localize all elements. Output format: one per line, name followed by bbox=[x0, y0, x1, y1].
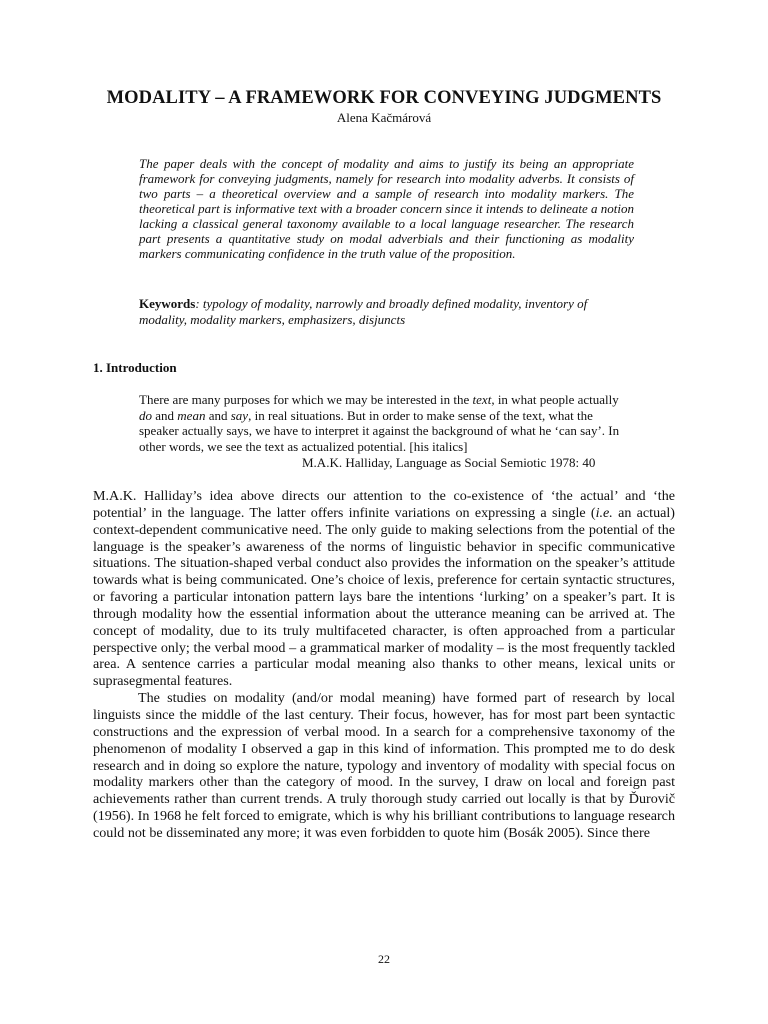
keywords bbox=[139, 296, 634, 327]
body-text bbox=[93, 488, 675, 842]
quote-text: and bbox=[205, 407, 231, 423]
quote-text: and bbox=[152, 407, 178, 423]
quote-text: There are many purposes for which we may be interested in the bbox=[139, 392, 473, 407]
quote-source: M.A.K. Halliday, Language as Social Semiotic 1978: 40 bbox=[302, 455, 596, 470]
quote-text: , in what people actually bbox=[491, 392, 619, 407]
quote-emphasis: say bbox=[230, 407, 249, 423]
keywords-label: Keywords bbox=[139, 296, 196, 311]
paragraph-emphasis: i.e. bbox=[595, 504, 613, 521]
block-quote bbox=[139, 392, 634, 454]
paper-title: MODALITY – A FRAMEWORK FOR CONVEYING JUDGMENTS bbox=[106, 88, 662, 108]
paragraph-text: M.A.K. Halliday’s idea above directs our attention to the co-existence of ‘the actual’ and ‘the potential’ in the language. The latter offers infinite variations on expressing a single ( bbox=[93, 488, 675, 521]
quote-emphasis: mean bbox=[177, 407, 206, 423]
paragraph-text: an actual) context-dependent communicative need. The only guide to making selections from the potential of the language is the speaker’s awareness of the norms of linguistic behavior in specific communicative situations. The situation-shaped verbal conduct also provides the information on the speaker’s attitude towards what is being communicated. One’s choice of lexis, preference for certain syntactic structures, or favoring a particular intonation pattern lays bare the intentions ‘lurking’ on a speaker’s part. It is through modality how the essential information about the utterance meaning can be arrived at. The concept of modality, due to its truly multifaceted character, is often approached from a particular perspective only; the verbal mood – a grammatical marker of modality – is the most frequently tackled area. A sentence carries a particular modal meaning also thanks to other means, lexical units or suprasegmental features. bbox=[93, 504, 676, 690]
page-number: 22 bbox=[378, 952, 390, 966]
paragraph: The studies on modality (and/or modal meaning) have formed part of research by local linguists since the middle of the last century. Their focus, however, has for most part been syntactic constructions and the expression of verbal mood. In a search for a comprehensive taxonomy of the phenomenon of modality I observed a gap in this kind of information. This prompted me to do desk research and in doing so explore the nature, typology and inventory of modality with special focus on modality markers other than the category of mood. In the survey, I draw on local and foreign past achievements rather than current trends. A truly thorough study carried out locally is that by Ďurovič (1956). In 1968 he felt forced to emigrate, which is why his brilliant contributions to language research could not be disseminated any more; it was even forbidden to quote him (Bosák 2005). Since there bbox=[93, 690, 675, 841]
quote-emphasis: text bbox=[472, 392, 492, 407]
paragraph bbox=[93, 488, 675, 690]
quote-text: , in real situations. But in order to make sense of the text, what the speaker actually says, we have to interpret it against the background of what he ‘can say’. In other words, we see the text as actualized potential. [his italics] bbox=[139, 407, 620, 454]
quote-emphasis: do bbox=[139, 407, 152, 423]
abstract: The paper deals with the concept of modality and aims to justify its being an appropriate framework for conveying judgments, namely for research into modality adverbs. It consists of two parts – a theoretical overview and a sample of research into modality markers. The theoretical part is informative text with a broader concern since it intends to delineate a notion lacking a classical general taxonomy available to a local language researcher. The research part presents a quantitative study on modal adverbials and their functioning as modality markers communicating confidence in the truth value of the proposition. bbox=[139, 156, 634, 261]
author-name: Alena Kačmárová bbox=[336, 110, 432, 125]
section-heading: 1. Introduction bbox=[93, 360, 177, 375]
keywords-text: : typology of modality, narrowly and broadly defined modality, inventory of modality, modality markers, emphasizers, disjuncts bbox=[139, 296, 588, 327]
